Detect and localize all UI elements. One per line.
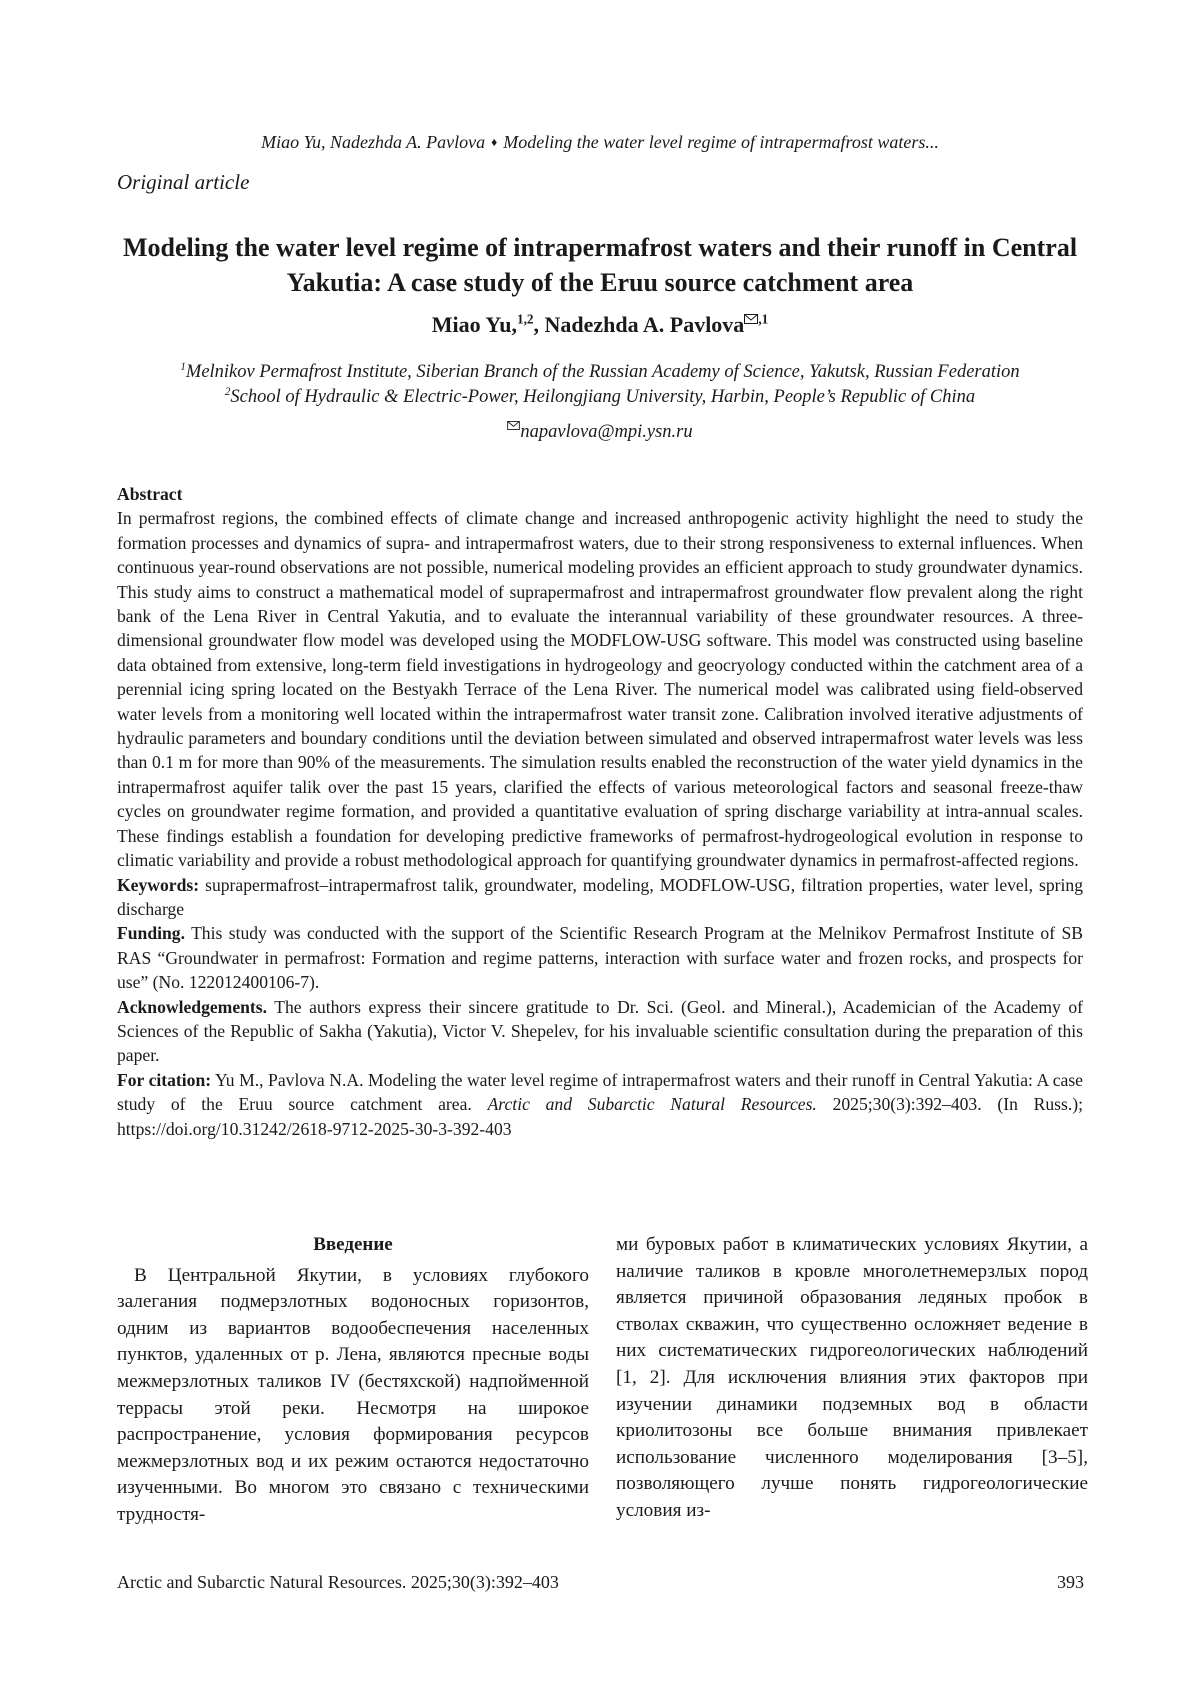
- affiliation-number: 2: [224, 385, 231, 398]
- citation-label: For citation:: [117, 1069, 212, 1090]
- article-metadata: [117, 482, 1083, 1141]
- author-affiliation-marker: 1,2: [516, 311, 534, 327]
- funding-label: Funding.: [117, 923, 185, 944]
- affiliation-line: [0, 360, 1200, 385]
- footer-journal-citation: Arctic and Subarctic Natural Resources. 2025;30(3):392–403: [117, 1572, 559, 1592]
- citation-journal: Arctic and Subarctic Natural Resources.: [487, 1094, 817, 1115]
- intro-column-right: [616, 1232, 1088, 1525]
- intro-column-left: [117, 1232, 589, 1529]
- article-title: Modeling the water level regime of intrapermafrost waters and their runoff in Central Yakutia: A case study of the Eruu source catchment area: [122, 233, 1078, 297]
- citation-doi[interactable]: 2025;30(3):392–403. (In Russ.); https://doi.org/10.31242/2618-9712-2025-30-3-392-403: [117, 1094, 1083, 1139]
- affiliation-number: 1: [180, 360, 186, 373]
- intro-paragraph: В Центральной Якутии, в условиях глубокого залегания подмерзлотных водоносных горизонтов, одним из вариантов водообеспечения населенных пунктов, удаленных от р. Лена, являются пресные воды межмерзлотных таликов IV (бестяхской) надпойменной террасы этой реки. Несмотря на широкое распространение, условия формирования ресурсов межмерзлотных вод и их режим остаются недостаточно изученными. Во многом это связано с техническими трудностя-: [117, 1264, 589, 1525]
- intro-paragraph-continued: ми буровых работ в климатических условиях Якутии, а наличие таликов в кровле многолетнемерзлых пород является причиной образования ледяных пробок в стволах скважин, что существенно осложняет ведение в них систематических гидрогеологических наблюдений [1, 2]. Для исключения влияния этих факторов при изучении динамики подземных вод в области криолитозоны все больше внимания привлекает использование численного моделирования [3–5], позволяющего лучше понять гидрогеологические условия из-: [616, 1234, 1088, 1521]
- abstract-section: [117, 482, 1083, 873]
- keywords-section: [117, 873, 1083, 922]
- affiliation-text: Melnikov Permafrost Institute, Siberian Branch of the Russian Academy of Science, Yakutsk, Russian Federation: [185, 362, 1020, 382]
- abstract-text: In permafrost regions, the combined effects of climate change and increased anthropogenic activity highlight the need to study the formation processes and dynamics of supra- and intrapermafrost waters, due to their strong responsiveness to external influences. When continuous year-round observations are not possible, numerical modeling provides an efficient approach to study groundwater dynamics. This study aims to construct a mathematical model of suprapermafrost and intrapermafrost groundwater flow prevalent along the right bank of the Lena River in Central Yakutia, and to evaluate the interannual variability of these groundwater resources. A three-dimensional groundwater flow model was developed using the MODFLOW-USG software. This model was constructed using baseline data obtained from extensive, long-term field investigations in hydrogeology and geocryology conducted within the catchment area of a perennial icing spring located on the Bestyakh Terrace of the Lena River. The numerical model was calibrated using field-observed water levels from a monitoring well located within the intrapermafrost water transit zone. Calibration involved iterative adjustments of hydraulic parameters and boundary conditions until the deviation between simulated and observed intrapermafrost water levels was less than 0.1 m for more than 90% of the measurements. The simulation results enabled the reconstruction of the water yield dynamics in the intrapermafrost aquifer talik over the past 15 years, clarified the effects of various meteorological factors and seasonal freeze-thaw cycles on groundwater regime formation, and provided a quantitative evaluation of spring discharge variability at intra-annual scales. These findings establish a foundation for developing predictive frameworks of permafrost-hydrogeological evolution in response to climatic variability and provide a robust methodological approach for quantifying groundwater dynamics in permafrost-affected regions.: [117, 508, 1083, 871]
- author-list: [0, 312, 1200, 338]
- envelope-icon: [507, 421, 520, 430]
- affiliation-line: [0, 385, 1200, 410]
- acknowledgements-label: Acknowledgements.: [117, 996, 268, 1017]
- keywords-text: suprapermafrost–intrapermafrost talik, groundwater, modeling, MODFLOW-USG, filtration properties, water level, spring discharge: [117, 874, 1083, 919]
- page-number: 393: [1057, 1572, 1084, 1592]
- citation-section: [117, 1068, 1083, 1141]
- funding-text: This study was conducted with the support of the Scientific Research Program at the Melnikov Permafrost Institute of SB RAS “Groundwater in permafrost: Formation and regime patterns, interaction with surface water and frozen rocks, and prospects for use” (No. 122012400106-7).: [117, 923, 1083, 993]
- author-affiliation-marker: ,1: [758, 311, 769, 327]
- article-type: Original article: [117, 170, 250, 194]
- affiliation-text: School of Hydraulic & Electric-Power, Heilongjiang University, Harbin, People’s Republic of China: [230, 387, 976, 407]
- keywords-label: Keywords:: [117, 874, 200, 895]
- correspondence-email: [0, 421, 1200, 443]
- author-name: , Nadezhda A. Pavlova: [533, 312, 745, 337]
- author-name: Miao Yu,: [431, 312, 517, 337]
- acknowledgements-section: [117, 995, 1083, 1068]
- email-link[interactable]: napavlova@mpi.ysn.ru: [520, 422, 693, 443]
- envelope-icon: [744, 314, 758, 324]
- affiliations: [0, 360, 1200, 410]
- acknowledgements-text: The authors express their sincere gratitude to Dr. Sci. (Geol. and Mineral.), Academician of the Academy of Sciences of the Republic of Sakha (Yakutia), Victor V. Shepelev, for his invaluable scientific consultation during the preparation of this paper.: [117, 996, 1083, 1066]
- abstract-heading: Abstract: [117, 484, 183, 504]
- running-head-authors: Miao Yu, Nadezhda A. Pavlova: [261, 132, 486, 152]
- funding-section: [117, 921, 1083, 994]
- diamond-separator-icon: ♦: [491, 135, 498, 149]
- running-head: [0, 132, 1200, 153]
- running-head-title: Modeling the water level regime of intrapermafrost waters...: [503, 132, 939, 152]
- section-heading-introduction: Введение: [313, 1234, 393, 1255]
- citation-text: Yu M., Pavlova N.A. Modeling the water level regime of intrapermafrost waters and their runoff in Central Yakutia: A case study of the Eruu source catchment area.: [117, 1069, 1083, 1115]
